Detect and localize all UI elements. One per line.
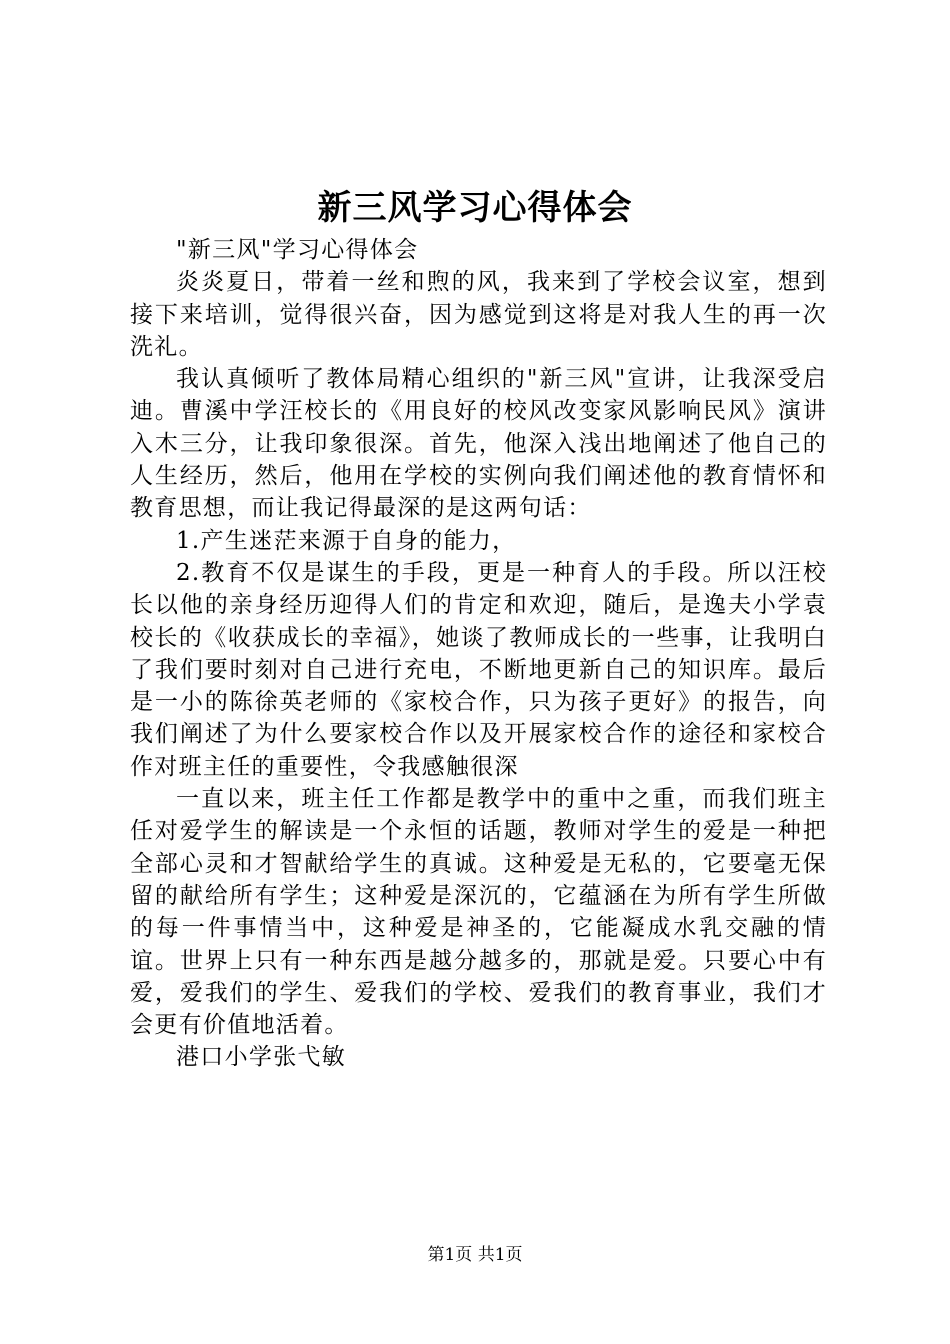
paragraph: 一直以来，班主任工作都是教学中的重中之重，而我们班主任对爱学生的解读是一个永恒的话题，教师对学生的爱是一种把全部心灵和才智献给学生的真诚。这种爱是无私的，它要毫无保留的献给所有学生；这种爱是深沉的，它蕴涵在为所有学生所做的每一件事情当中，这种爱是神圣的，它能凝成水乳交融的情谊。世界上只有一种东西是越分越多的，那就是爱。只要心中有爱，爱我们的学生、爱我们的学校、爱我们的教育事业，我们才会更有价值地活着。 (130, 786, 827, 1039)
paragraph: 炎炎夏日，带着一丝和煦的风，我来到了学校会议室，想到接下来培训，觉得很兴奋，因为感觉到这将是对我人生的再一次洗礼。 (130, 269, 827, 360)
document-body (130, 234, 827, 1074)
paragraph: 我认真倾听了教体局精心组织的"新三风"宣讲，让我深受启迪。曹溪中学汪校长的《用良好的校风改变家风影响民风》演讲入木三分，让我印象很深。首先，他深入浅出地阐述了他自己的人生经历，然后，他用在学校的实例向我们阐述他的教育情怀和教育思想，而让我记得最深的是这两句话： (130, 366, 827, 522)
paragraph-list-item: 2.教育不仅是谋生的手段，更是一种育人的手段。所以汪校长以他的亲身经历迎得人们的肯定和欢迎，随后，是逸夫小学袁校长的《收获成长的幸福》，她谈了教师成长的一些事，让我明白了我们要时刻对自己进行充电，不断地更新自己的知识库。最后是一小的陈徐英老师的《家校合作，只为孩子更好》的报告，向我们阐述了为什么要家校合作以及开展家校合作的途径和家校合作对班主任的重要性，令我感触很深 (130, 559, 827, 780)
page-number-footer: 第1页 共1页 (427, 1245, 523, 1265)
paragraph-list-item: 1.产生迷茫来源于自身的能力， (176, 527, 517, 554)
paragraph-signature: 港口小学张弋敏 (176, 1044, 347, 1071)
document-title: 新三风学习心得体会 (317, 188, 633, 228)
paragraph-subtitle: "新三风"学习心得体会 (176, 237, 419, 263)
